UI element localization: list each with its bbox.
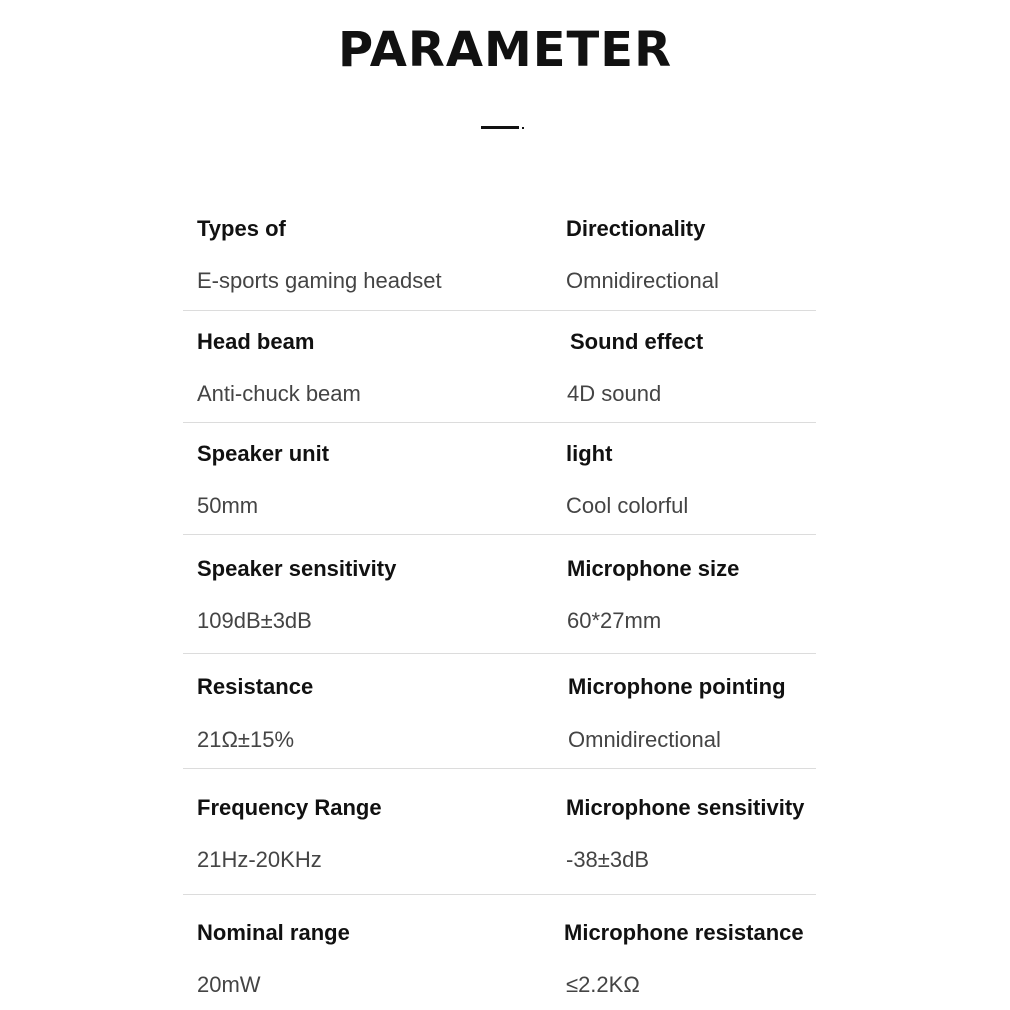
spec-label: Speaker unit [197,441,330,466]
spec-label: Microphone pointing [568,674,786,699]
spec-table [183,198,816,1010]
spec-value: 109dB±3dB [197,608,312,633]
spec-label: Speaker sensitivity [197,556,397,581]
spec-row [183,311,816,423]
spec-value: E-sports gaming headset [197,268,442,293]
spec-row [183,198,816,311]
spec-value: 4D sound [567,381,662,406]
spec-label: Head beam [197,329,315,354]
spec-value: ≤2.2KΩ [566,972,640,997]
spec-label: Microphone resistance [564,920,804,945]
title-underline-divider [481,126,519,129]
spec-label: light [566,441,613,466]
spec-value: Anti-chuck beam [197,381,361,406]
spec-row [183,769,816,895]
spec-label: Sound effect [570,329,704,354]
page-title: PARAMETER [337,22,673,78]
spec-row [183,895,816,1010]
spec-value: 50mm [197,493,259,518]
spec-label: Microphone sensitivity [566,795,805,820]
spec-value: 21Hz-20KHz [197,847,322,872]
spec-label: Nominal range [197,920,350,945]
spec-value: Omnidirectional [568,727,721,752]
spec-label: Resistance [197,674,314,699]
spec-label: Types of [197,216,286,241]
spec-value: Cool colorful [566,493,689,518]
spec-value: 60*27mm [567,608,662,633]
spec-row [183,423,816,535]
spec-label: Frequency Range [197,795,382,820]
spec-label: Microphone size [567,556,740,581]
spec-value: 20mW [197,972,261,997]
spec-label: Directionality [566,216,706,241]
spec-value: 21Ω±15% [197,727,295,752]
title-underline-dot [522,127,524,129]
spec-row [183,535,816,654]
spec-value: -38±3dB [566,847,650,872]
spec-value: Omnidirectional [566,268,719,293]
spec-row [183,654,816,769]
